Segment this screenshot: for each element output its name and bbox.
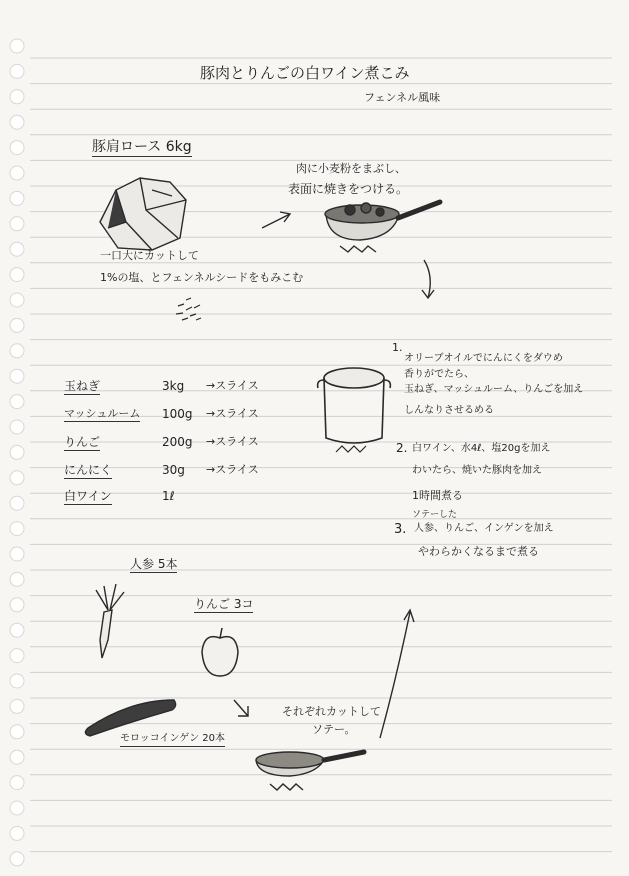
binder-hole bbox=[10, 344, 24, 358]
binder-hole bbox=[10, 64, 24, 78]
binder-hole bbox=[10, 268, 24, 282]
ingredient-action: →スライス bbox=[206, 463, 259, 476]
pork-note-line2: 1%の塩、とフェンネルシードをもみこむ bbox=[100, 271, 304, 284]
recipe-subtitle: フェンネル風味 bbox=[364, 91, 441, 104]
binder-hole bbox=[10, 750, 24, 764]
ingredient-qty: 1ℓ bbox=[162, 489, 175, 503]
binder-hole bbox=[10, 369, 24, 383]
step-line: やわらかくなるまで煮る bbox=[418, 545, 539, 558]
saute-note-line2: ソテー。 bbox=[312, 723, 356, 736]
binder-hole bbox=[10, 572, 24, 586]
binder-hole bbox=[10, 725, 24, 739]
ingredient-action: →スライス bbox=[206, 379, 259, 392]
step-line: 人参、りんご、インゲンを加え bbox=[414, 523, 554, 534]
ingredient-action: →スライス bbox=[206, 435, 259, 448]
step-line: 玉ねぎ、マッシュルーム、りんごを加え bbox=[404, 384, 584, 395]
step-line: 白ワイン、水4ℓ、塩20gを加え bbox=[412, 443, 551, 454]
step-line: オリーブオイルでにんにくをダウめ bbox=[404, 353, 563, 364]
binder-hole bbox=[10, 522, 24, 536]
ingredient-name: 白ワイン bbox=[64, 489, 112, 503]
ingredient-name: 玉ねぎ bbox=[64, 379, 101, 393]
binder-hole bbox=[10, 318, 24, 332]
step-line: わいたら、焼いた豚肉を加え bbox=[412, 465, 542, 476]
binder-hole bbox=[10, 776, 24, 790]
beans-label: モロッコインゲン 20本 bbox=[120, 734, 225, 747]
step-line: 1時間煮る bbox=[412, 489, 463, 502]
ingredient-qty: 200g bbox=[162, 435, 193, 449]
ingredient-name: りんご bbox=[64, 435, 101, 449]
ingredient-name: マッシュルーム bbox=[64, 407, 141, 420]
binder-hole bbox=[10, 699, 24, 713]
step-line: 香りがでたら、 bbox=[404, 369, 474, 380]
binder-hole bbox=[10, 395, 24, 409]
recipe-title: 豚肉とりんごの白ワイン煮こみ bbox=[200, 64, 410, 82]
apple-label: りんご 3コ bbox=[194, 597, 254, 611]
binder-hole bbox=[10, 649, 24, 663]
step-number: 2. bbox=[396, 441, 408, 455]
binder-hole bbox=[10, 420, 24, 434]
binder-hole bbox=[10, 242, 24, 256]
binder-hole bbox=[10, 115, 24, 129]
ingredient-action: →スライス bbox=[206, 407, 259, 420]
binder-hole bbox=[10, 39, 24, 53]
carrot-label: 人参 5本 bbox=[130, 557, 178, 571]
binder-hole bbox=[10, 166, 24, 180]
ingredient-qty: 30g bbox=[162, 463, 185, 477]
binder-hole bbox=[10, 471, 24, 485]
binder-hole bbox=[10, 852, 24, 866]
binder-hole bbox=[10, 141, 24, 155]
ingredient-qty: 100g bbox=[162, 407, 193, 421]
sear-note-line1: 肉に小麦粉をまぶし、 bbox=[296, 162, 406, 175]
step-line: しんなりさせるめる bbox=[404, 405, 494, 416]
binder-hole bbox=[10, 623, 24, 637]
step-number: 3. bbox=[394, 522, 407, 537]
binder-hole bbox=[10, 445, 24, 459]
pork-note-line1: 一口大にカットして bbox=[100, 249, 199, 262]
binder-hole bbox=[10, 801, 24, 815]
binder-hole bbox=[10, 496, 24, 510]
binder-hole bbox=[10, 598, 24, 612]
binder-hole bbox=[10, 826, 24, 840]
binder-hole bbox=[10, 293, 24, 307]
binder-hole bbox=[10, 191, 24, 205]
ingredient-name: にんにく bbox=[64, 463, 113, 477]
sear-note-line2: 表面に焼きをつける。 bbox=[288, 182, 409, 196]
binder-hole bbox=[10, 674, 24, 688]
ingredient-qty: 3kg bbox=[162, 379, 185, 393]
binder-hole bbox=[10, 90, 24, 104]
saute-note-line1: それぞれカットして bbox=[282, 705, 381, 718]
step-note: ソテーした bbox=[412, 510, 458, 520]
step-number: 1. bbox=[392, 341, 403, 354]
binder-hole bbox=[10, 217, 24, 231]
binder-hole bbox=[10, 547, 24, 561]
pork-heading: 豚肩ロース 6kg bbox=[92, 139, 192, 155]
